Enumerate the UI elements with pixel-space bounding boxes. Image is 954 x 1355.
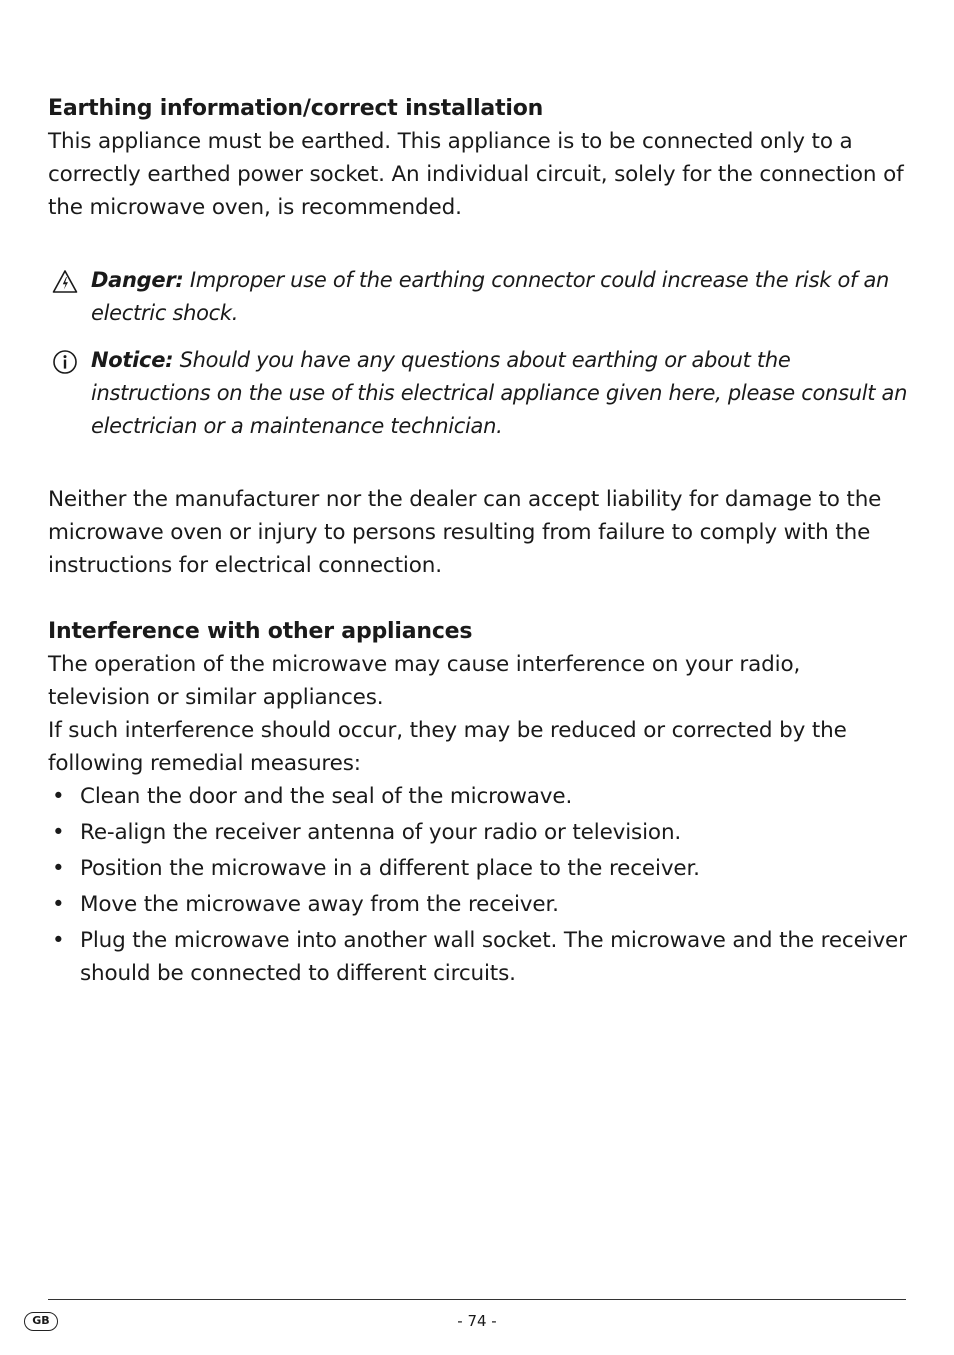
earthing-paragraph: This appliance must be earthed. This appliance is to be connected only to a correctly earthed power socket. An individual circuit, solely for the connection of the microwave oven, is recommended.	[48, 129, 904, 220]
page-number: - 74 -	[457, 1312, 497, 1330]
warning-triangle-icon	[52, 269, 78, 295]
list-item	[48, 888, 908, 921]
list-item-text: Position the microwave in a different place to the receiver.	[80, 856, 700, 881]
bullet-icon: •	[52, 892, 65, 917]
earthing-heading: Earthing information/correct installation	[48, 96, 544, 121]
list-item	[48, 780, 908, 813]
list-item-text: Clean the door and the seal of the microwave.	[80, 784, 573, 809]
danger-label: Danger:	[91, 268, 184, 292]
info-circle-icon	[52, 349, 78, 375]
liability-paragraph: Neither the manufacturer nor the dealer can accept liability for damage to the microwave oven or injury to persons resulting from failure to comply with the instructions for electrical connection.	[48, 487, 882, 578]
danger-note	[48, 264, 908, 330]
footer-divider	[48, 1299, 906, 1300]
bullet-icon: •	[52, 856, 65, 881]
bullet-icon: •	[52, 928, 65, 953]
bullet-icon: •	[52, 784, 65, 809]
list-item-text: Plug the microwave into another wall socket. The microwave and the receiver should be connected to different circuits.	[80, 928, 907, 986]
list-item-text: Move the microwave away from the receiver.	[80, 892, 559, 917]
page-content	[48, 92, 908, 993]
interference-paragraph-2: If such interference should occur, they may be reduced or corrected by the following remedial measures:	[48, 718, 847, 776]
danger-text: Improper use of the earthing connector could increase the risk of an electric shock.	[91, 268, 890, 325]
notice-note	[48, 344, 908, 443]
language-badge: GB	[24, 1312, 58, 1331]
notice-label: Notice:	[91, 348, 174, 372]
list-item-text: Re-align the receiver antenna of your radio or television.	[80, 820, 682, 845]
list-item	[48, 852, 908, 885]
notice-text: Should you have any questions about earthing or about the instructions on the use of this electrical appliance given here, please consult an electrician or a maintenance technician.	[91, 348, 908, 438]
list-item	[48, 924, 908, 990]
interference-heading: Interference with other appliances	[48, 619, 473, 644]
bullet-icon: •	[52, 820, 65, 845]
remedial-measures-list	[48, 780, 908, 990]
interference-paragraph-1: The operation of the microwave may cause interference on your radio, television or similar appliances.	[48, 652, 801, 710]
list-item	[48, 816, 908, 849]
